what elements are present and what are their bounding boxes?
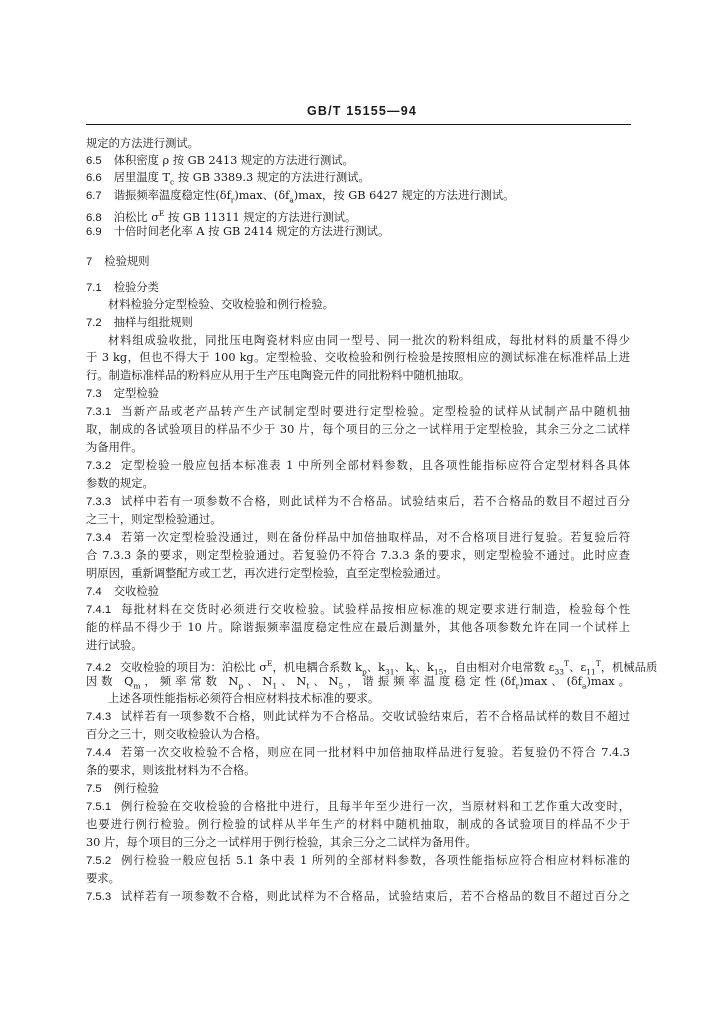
- numbered-line: [86, 153, 354, 168]
- text-line: [108, 333, 630, 348]
- line-text: 上述各项性能指标必须符合相应材料技术标准的要求。: [108, 692, 380, 705]
- line-text: 居里温度 $T_c$ 按 GB 3389.3 规定的方法进行测试。: [113, 171, 370, 187]
- clause-number: 7.4.1: [86, 604, 112, 616]
- numbered-line: [86, 530, 630, 545]
- line-text: 合 7.3.3 条的要求，则定型检验通过。若复验仍不符合 7.3.3 条的要求，则定型检验不通过。此时应查: [86, 549, 630, 562]
- numbered-line: [86, 602, 630, 617]
- line-text: 试样若有一项参数不合格，则此试样为不合格品。交收试验结束后，若不合格品试样的数目不超过: [120, 710, 630, 723]
- line-text: 之三十，则定型检验通过。: [86, 513, 222, 526]
- numbered-line: [86, 781, 159, 796]
- line-text: 抽样与组批规则: [113, 316, 193, 329]
- line-text: 于 3 kg，但也不得大于 100 kg。定型检验、交收检验和例行检验是按照相应的测试标准在标准样品上进: [86, 351, 630, 364]
- text-line: [108, 691, 379, 706]
- numbered-line: [86, 254, 150, 269]
- line-text: 定型检验一般应包括本标准表 1 中所列全部材料参数，且各项性能指标应符合定型材料各具体: [120, 459, 630, 472]
- numbered-line: [86, 170, 370, 185]
- line-text: 检验分类: [113, 281, 159, 294]
- numbered-line: [86, 584, 159, 599]
- text-line: [86, 835, 477, 850]
- header-rule: [86, 124, 631, 125]
- line-text: 条的要求，则该批材料为不合格。: [86, 764, 256, 777]
- clause-number: 6.7: [86, 190, 102, 202]
- line-text: 取，制成的各试验项目的样品不少于 30 片，每个项目的三分之一试样用于定型检验，其余三分之二试样: [86, 423, 630, 436]
- text-line: [86, 871, 120, 886]
- text-line: [108, 297, 334, 312]
- clause-number: 7.3: [86, 388, 102, 400]
- text-line: [86, 727, 267, 742]
- text-line: [86, 512, 222, 527]
- clause-number: 7.2: [86, 317, 102, 329]
- line-text: 每批材料在交货时必须进行交收检验。试验样品按相应标准的规定要求进行制造，检验每个性: [120, 603, 630, 616]
- clause-number: 7.4.2: [86, 661, 112, 674]
- text-line: [86, 548, 630, 563]
- text-line: [86, 136, 199, 151]
- text-line: [86, 476, 154, 491]
- text-line: [86, 422, 630, 437]
- line-text: 检验规则: [104, 255, 150, 268]
- line-text: 规定的方法进行测试。: [86, 137, 199, 150]
- clause-number: 7.5.1: [86, 801, 112, 813]
- clause-number: 7.5.3: [86, 891, 112, 903]
- clause-number: 7.1: [86, 282, 102, 294]
- line-text: 谐振频率温度稳定性$(\delta f_r)\max$、$(\delta f_a)\max$，按 GB 6427 规定的方法进行测试。: [113, 189, 515, 205]
- numbered-line: [86, 315, 193, 330]
- line-text: 若第一次交收检验不合格，则应在同一批材料中加倍抽取样品进行复验。若复验仍不符合 7.4.3: [120, 746, 630, 759]
- line-text: 当新产品或老产品转产生产试制定型时要进行定型检验。定型检验的试样从试制产品中随机抽: [120, 405, 630, 418]
- clause-number: 6.8: [86, 211, 102, 224]
- line-text: 试样中若有一项参数不合格，则此试样为不合格品。试验结束后，若不合格品的数目不超过百分: [120, 495, 630, 508]
- clause-number: 7.3.1: [86, 406, 112, 418]
- text-line: [86, 368, 470, 383]
- numbered-line: [86, 386, 159, 401]
- standard-number-header: GB/T 15155—94: [306, 104, 418, 118]
- numbered-line: [86, 745, 630, 760]
- clause-number: 7.4: [86, 586, 102, 598]
- clause-number: 6.9: [86, 226, 102, 238]
- clause-number: 7.4.3: [86, 711, 112, 723]
- line-text: 若第一次定型检验没通过，则在备份样品中加倍抽取样品，对不合格项目进行复验。若复验后符: [120, 531, 630, 544]
- line-text: 百分之三十，则交收检验认为合格。: [86, 728, 267, 741]
- clause-number: 7.3.2: [86, 460, 112, 472]
- line-text: 体积密度 ρ 按 GB 2413 规定的方法进行测试。: [113, 154, 354, 167]
- line-text: 试样若有一项参数不合格，则此试样为不合格品，试验结束后，若不合格品的数目不超过百分之: [120, 890, 630, 903]
- line-text: 材料检验分定型检验、交收检验和例行检验。: [108, 298, 334, 311]
- numbered-line: [86, 404, 630, 419]
- clause-number: 7.3.4: [86, 532, 112, 544]
- line-text: 为备用件。: [86, 441, 143, 454]
- numbered-line: [86, 709, 630, 724]
- clause-number: 6.6: [86, 172, 102, 184]
- line-text: 交收检验的项目为：泊松比 $\sigma^E$，机电耦合系数 $k_p$、$k_{31}$、$k_t$、$k_{15}$，自由相对介电常数 $\varepsilon_{33}^T$、$\varepsilon_{11}^T$，机械品质: [120, 659, 658, 677]
- line-text: 例行检验: [113, 782, 159, 795]
- clause-number: 7.5: [86, 783, 102, 795]
- line-text: 进行试验。: [86, 639, 143, 652]
- clause-number: 7.5.2: [86, 855, 112, 867]
- numbered-line: [86, 458, 630, 473]
- line-text: 泊松比 $\sigma^E$ 按 GB 11311 规定的方法进行测试。: [113, 209, 357, 224]
- text-line: [86, 817, 630, 832]
- numbered-line: [86, 799, 630, 814]
- line-text: 定型检验: [113, 387, 159, 400]
- text-line: [86, 440, 143, 455]
- clause-number: 7.3.3: [86, 496, 112, 508]
- text-line: [86, 638, 143, 653]
- numbered-line: [86, 656, 658, 677]
- numbered-line: [86, 280, 159, 295]
- numbered-line: [86, 188, 514, 203]
- numbered-line: [86, 224, 389, 239]
- line-text: 材料组成验收批，同批压电陶瓷材料应由同一型号、同一批次的粉料组成，每批材料的质量不得少: [108, 334, 630, 347]
- text-line: [86, 566, 448, 581]
- line-text: 行。制造标准样品的粉料应从用于生产压电陶瓷元件的同批粉料中随机抽取。: [86, 369, 471, 382]
- line-text: 交收检验: [113, 585, 159, 598]
- numbered-line: [86, 889, 630, 904]
- text-line: [86, 350, 630, 365]
- clause-number: 6.5: [86, 155, 102, 167]
- text-line: [86, 674, 630, 689]
- line-text: 也要进行例行检验。例行检验的试样从半年生产的材料中随机抽取，制成的各试验项目的样品不少于: [86, 818, 630, 831]
- line-text: 例行检验一般应包括 5.1 条中表 1 所列的全部材料参数，各项性能指标应符合相应材料标准的: [120, 854, 630, 867]
- numbered-line: [86, 494, 630, 509]
- line-text: 能的样品不得少于 10 片。除谐振频率温度稳定性应在最后测量外，其他各项参数允许在同一个试样上: [86, 621, 630, 634]
- line-text: 因数 $Q_m$，频率常数 $N_p$、$N_1$、$N_t$、$N_5$，谐振频率温度稳定性$(\delta f_r)\max$、$(\delta f_a)\max$。: [86, 675, 630, 691]
- clause-number: 7.4.4: [86, 747, 112, 759]
- text-line: [86, 763, 255, 778]
- line-text: 30 片，每个项目的三分之一试样用于例行检验，其余三分之二试样为备用件。: [86, 836, 477, 849]
- numbered-line: [86, 853, 630, 868]
- clause-number: 7: [86, 256, 93, 268]
- line-text: 例行检验在交收检验的合格批中进行，且每半年至少进行一次，当原材料和工艺作重大改变时，: [120, 800, 630, 813]
- line-text: 明原因，重新调整配方或工艺，再次进行定型检验，直至定型检验通过。: [86, 567, 448, 580]
- line-text: 要求。: [86, 872, 120, 885]
- text-line: [86, 620, 630, 635]
- line-text: 参数的规定。: [86, 477, 154, 490]
- numbered-line: [86, 206, 357, 224]
- line-text: 十倍时间老化率 A 按 GB 2414 规定的方法进行测试。: [113, 225, 390, 238]
